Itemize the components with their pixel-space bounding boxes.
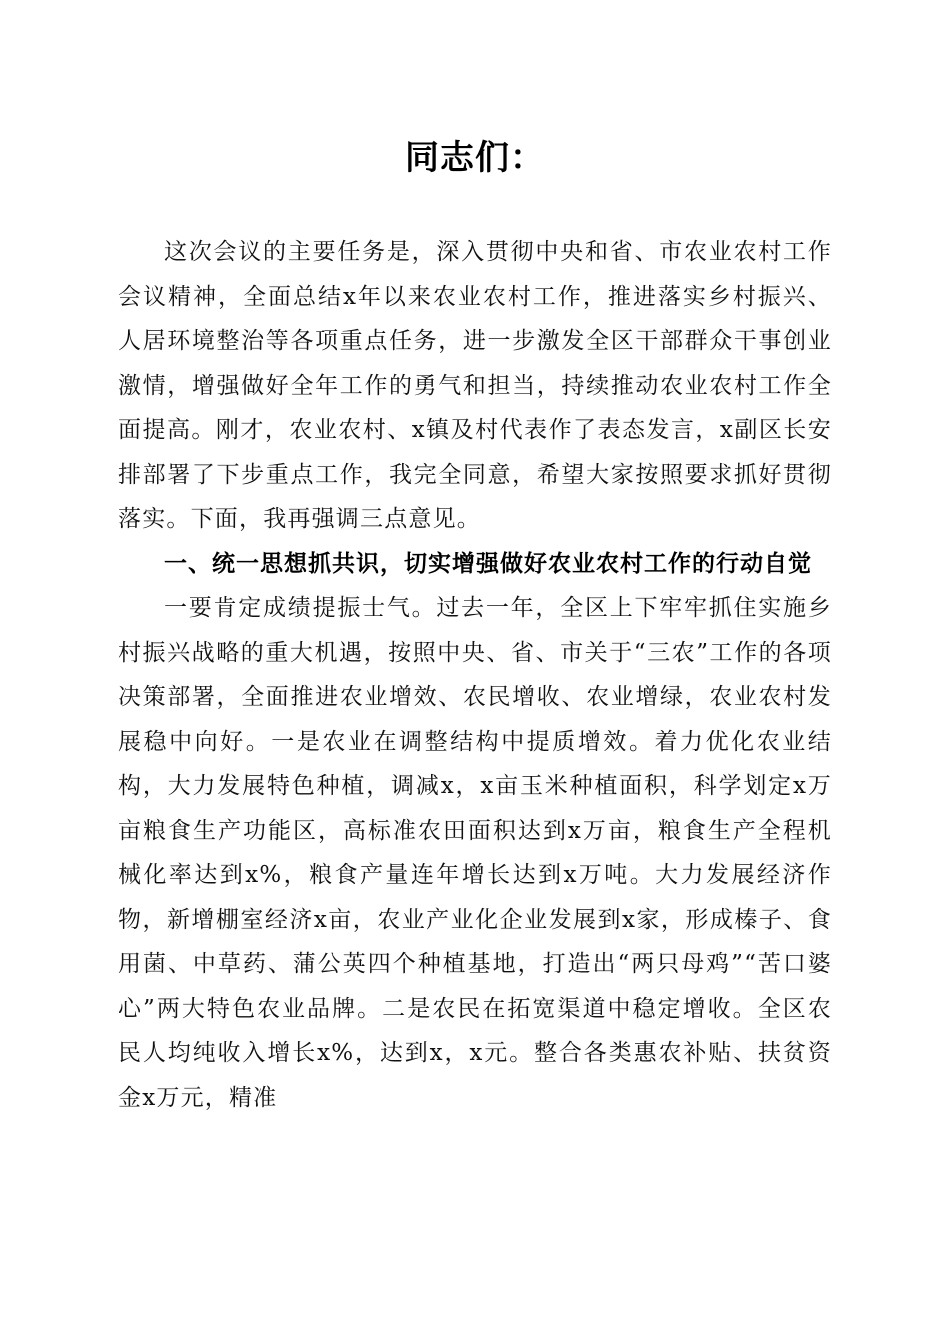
- page-title: 同志们：: [405, 138, 545, 178]
- section-heading-1: 一、统一思想抓共识，切实增强做好农业农村工作的行动自觉: [164, 550, 812, 577]
- document-body: [118, 230, 832, 1120]
- paragraph-intro: 这次会议的主要任务是，深入贯彻中央和省、市农业农村工作会议精神，全面总结x年以来农业农村工作，推进落实乡村振兴、人居环境整治等各项重点任务，进一步激发全区干部群众干事创业激情，增强做好全年工作的勇气和担当，持续推动农业农村工作全面提高。刚才，农业农村、x镇及村代表作了表态发言，x副区长安排部署了下步重点工作，我完全同意，希望大家按照要求抓好贯彻落实。下面，我再强调三点意见。: [118, 239, 832, 532]
- paragraph-achievements: 一要肯定成绩提振士气。过去一年，全区上下牢牢抓住实施乡村振兴战略的重大机遇，按照中央、省、市关于“三农”工作的各项决策部署，全面推进农业增效、农民增收、农业增绿，农业农村发展稳中向好。一是农业在调整结构中提质增效。着力优化农业结构，大力发展特色种植，调减x，x亩玉米种植面积，科学划定x万亩粮食生产功能区，高标准农田面积达到x万亩，粮食生产全程机械化率达到x%，粮食产量连年增长达到x万吨。大力发展经济作物，新增棚室经济x亩，农业产业化企业发展到x家，形成榛子、食用菌、中草药、蒲公英四个种植基地，打造出“两只母鸡”“苦口婆心”两大特色农业品牌。二是农民在拓宽渠道中稳定增收。全区农民人均纯收入增长x%，达到x，x元。整合各类惠农补贴、扶贫资金x万元，精准: [118, 595, 832, 1111]
